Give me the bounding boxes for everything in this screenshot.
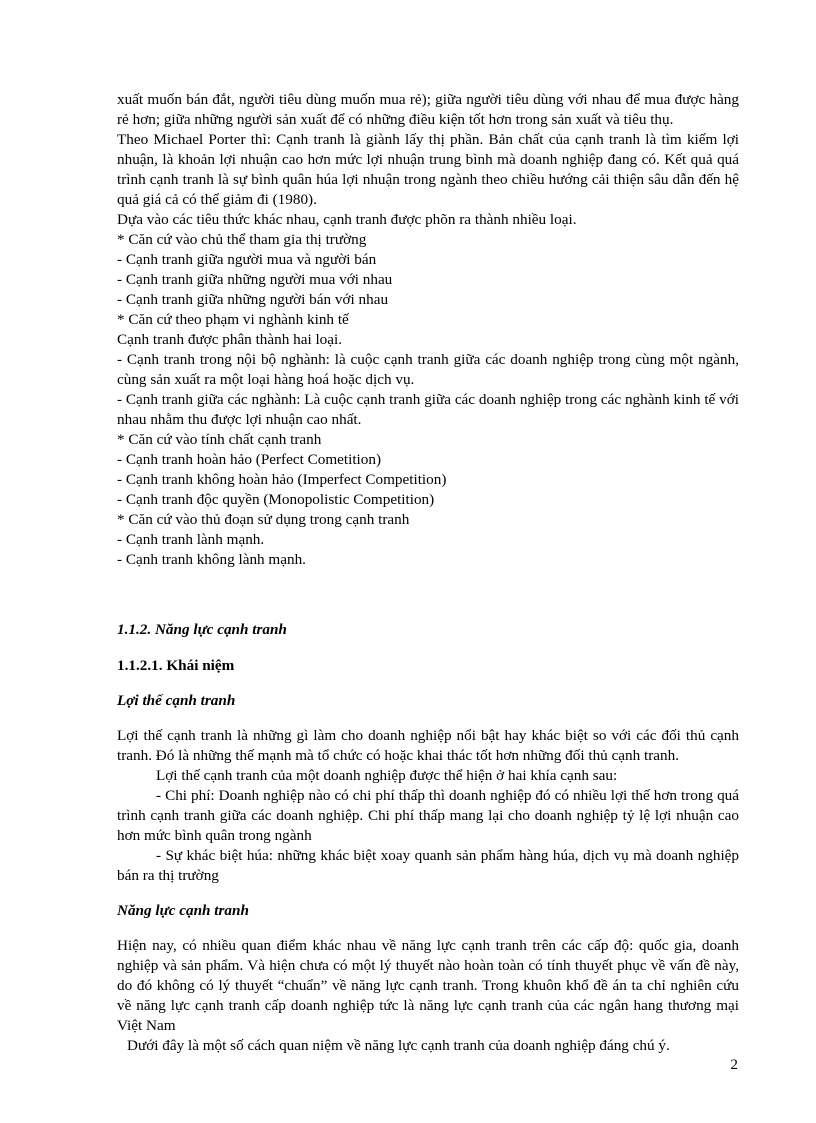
text-line: * Căn cứ vào chủ thể tham gia thị trường [117,231,367,248]
paragraph: - Cạnh tranh trong nội bộ nghành: là cuộc cạnh tranh giữa các doanh nghiệp trong cùng một ngành, cùng sản xuất ra một loại hàng hoá hoặc dịch vụ. [117,351,739,388]
text-line: - Cạnh tranh lành mạnh. [117,531,265,548]
section-heading: Lợi thế cạnh tranh [117,691,236,709]
paragraph: - Chi phí: Doanh nghiệp nào có chi phí thấp thì doanh nghiệp đó có nhiều lợi thế hơn trong quá trình cạnh tranh giữa các doanh nghiệp. Chi phí thấp mang lại cho doanh nghiệp tỷ lệ lợi nhuận cao hơn mức bình quân trong ngành [117,786,739,844]
paragraph: xuất muốn bán đắt, người tiêu dùng muốn mua rẻ); giữa người tiêu dùng với nhau để mua được hàng rẻ hơn; giữa những người sản xuất để có những điều kiện tốt hơn trong sản xuất và tiêu thụ. [117,91,739,128]
text-line: - Cạnh tranh không lành mạnh. [117,551,306,568]
spacer [117,585,739,605]
paragraph: Lợi thế cạnh tranh là những gì làm cho doanh nghiệp nổi bật hay khác biệt so với các đối thủ cạnh tranh. Đó là những thế mạnh mà tổ chức có hoặc khai thác tốt hơn những đối thủ cạnh tranh. [117,726,739,764]
text-line: - Cạnh tranh giữa người mua và người bán [117,251,377,268]
section-heading: Năng lực cạnh tranh [117,902,249,920]
text-line: * Căn cứ vào thủ đoạn sử dụng trong cạnh tranh [117,511,410,528]
section-heading: 1.1.2. Năng lực cạnh tranh [117,621,287,639]
text-line: - Cạnh tranh độc quyền (Monopolistic Competition) [117,491,435,508]
paragraph: Dưới đây là một số cách quan niệm về năng lực cạnh tranh của doanh nghiệp đáng chú ý. [127,1037,670,1055]
page-number: 2 [730,1056,738,1073]
text-line: - Cạnh tranh giữa những người mua với nhau [117,271,393,288]
document-body [117,90,739,1056]
paragraph: Hiện nay, có nhiều quan điểm khác nhau về năng lực cạnh tranh trên các cấp độ: quốc gia, doanh nghiệp và sản phẩm. Và hiện chưa có một lý thuyết nào hoàn toàn có tính thuyết phục về vấn đề này, do đó không có lý thuyết “chuẩn” về năng lực cạnh tranh. Trong khuôn khổ đề án ta chỉ nghiên cứu về năng lực cạnh tranh cấp doanh nghiệp tức là năng lực cạnh tranh của các ngân hang thương mại Việt Nam [117,937,739,1035]
paragraph: - Cạnh tranh giữa các nghành: Là cuộc cạnh tranh giữa các doanh nghiệp trong các nghành kinh tế với nhau nhằm thu được lợi nhuận cao nhất. [117,391,739,428]
text-line: * Căn cứ vào tính chất cạnh tranh [117,431,322,448]
text-line: - Cạnh tranh hoàn hảo (Perfect Cometition) [117,451,382,468]
text-line: Dựa vào các tiêu thức khác nhau, cạnh tranh được phõn ra thành nhiều loại. [117,211,577,228]
paragraph: Lợi thế cạnh tranh của một doanh nghiệp được thể hiện ở hai khía cạnh sau: [156,766,618,784]
text-line: - Cạnh tranh giữa những người bán với nhau [117,291,389,308]
text-line: Cạnh tranh được phân thành hai loại. [117,331,343,348]
section-heading: 1.1.2.1. Khái niệm [117,656,235,674]
paragraph: - Sự khác biệt húa: những khác biệt xoay quanh sản phẩm hàng húa, dịch vụ mà doanh nghiệp bán ra thị trường [117,846,739,884]
paragraph: Theo Michael Porter thì: Cạnh tranh là giành lấy thị phần. Bản chất của cạnh tranh là tìm kiếm lợi nhuận, là khoản lợi nhuận cao hơn mức lợi nhuận trung bình mà doanh nghiệp đang có. Kết quả quá trình cạnh tranh là sự bình quân húa lợi nhuận trong ngành theo chiều hướng cải thiện sâu dẫn đến hệ quả giá cả có thể giảm đi (1980). [117,131,739,208]
text-line: * Căn cứ theo phạm vi nghành kinh tế [117,311,349,328]
text-line: - Cạnh tranh không hoàn hảo (Imperfect Competition) [117,471,447,488]
